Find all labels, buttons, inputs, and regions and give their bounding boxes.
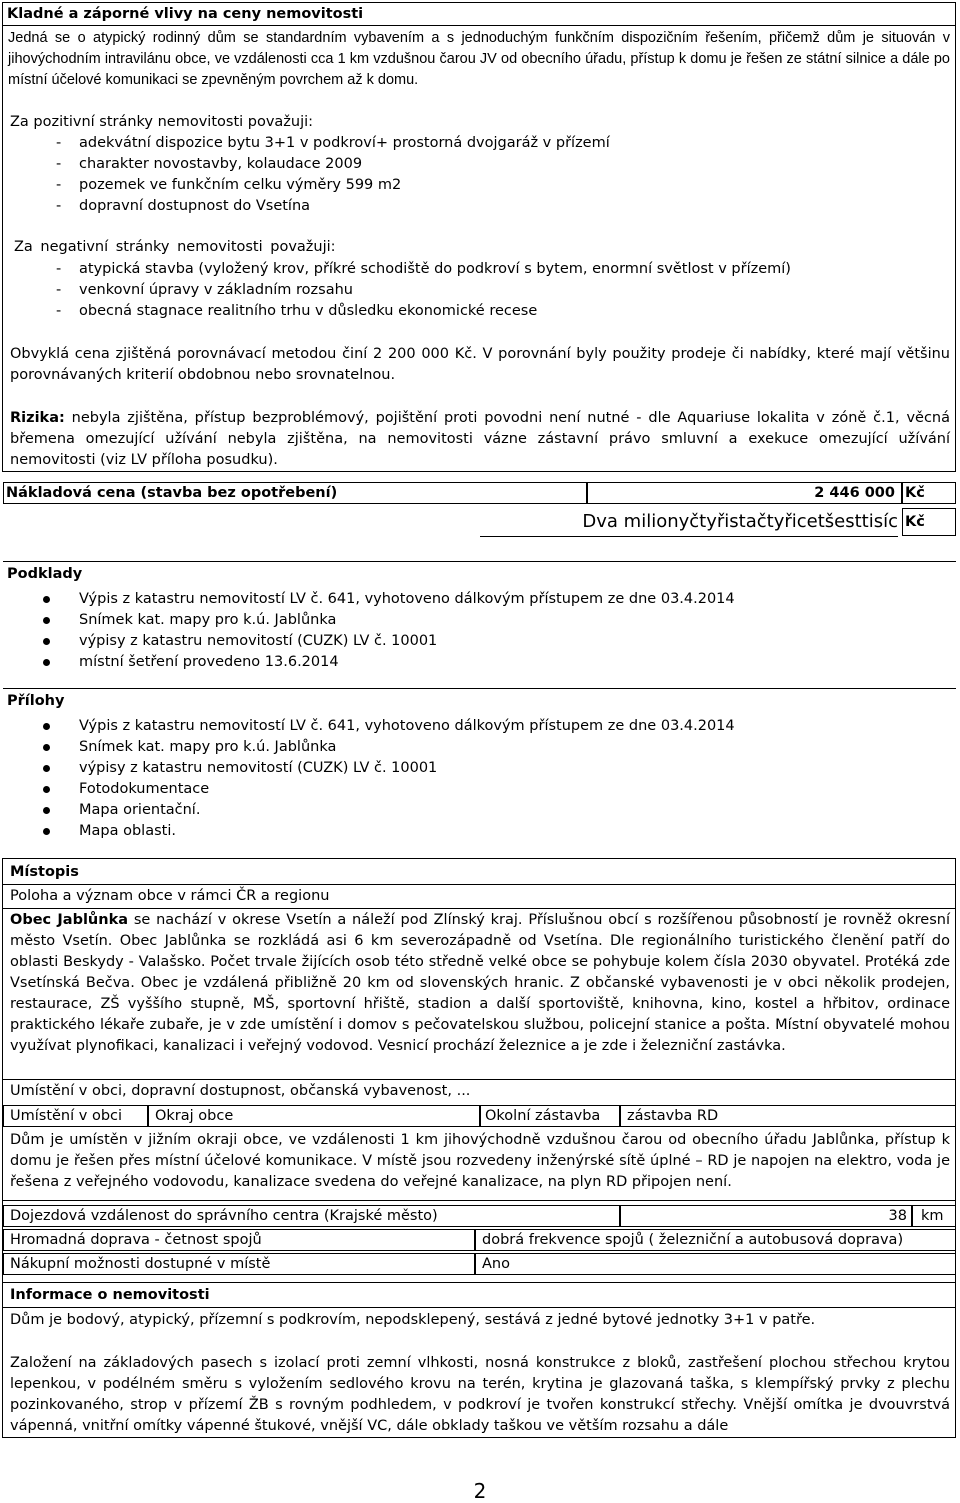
negative-list [0,259,940,322]
umisteni-cell-label: Umístění v obci [3,1105,148,1127]
zastavba-cell-label: Okolní zástavba [480,1105,620,1127]
positive-item: - dopravní dostupnost do Vsetína [0,196,940,217]
distance-unit: km [912,1205,956,1227]
podklady-rule [3,561,956,562]
mistopis-divider-2 [3,908,955,909]
obec-paragraph [10,910,950,1057]
influences-title: Kladné a záporné vlivy na ceny nemovitosti [3,3,955,25]
podklady-item: Výpis z katastru nemovitostí LV č. 641, vyhotoveno dálkovým přístupem ze dne 03.4.2014 [0,589,950,610]
risks-label: Rizika: [10,410,65,426]
informace-p1: Dům je bodový, atypický, přízemní s podkrovím, nepodsklepený, sestává z jedné bytové jednotky 3+1 v patře. [10,1312,816,1328]
transport-label: Hromadná doprava - četnost spojů [3,1229,475,1251]
cost-words: Dva milionyčtyřistačtyřicetšesttisíc [480,508,898,537]
prilohy-item: Snímek kat. mapy pro k.ú. Jablůnka [0,737,950,758]
podklady-item: místní šetření provedeno 13.6.2014 [0,652,950,673]
mistopis-divider-1 [3,884,955,885]
umisteni-heading: Umístění v obci, dopravní dostupnost, občanská vybavenost, ... [10,1083,471,1099]
positive-heading: Za pozitivní stránky nemovitosti považuji: [10,114,314,130]
prilohy-item: Fotodokumentace [0,779,950,800]
distance-value: 38 [620,1205,912,1227]
prilohy-title: Přílohy [3,690,956,712]
shopping-label: Nákupní možnosti dostupné v místě [3,1253,475,1275]
prilohy-item: Výpis z katastru nemovitostí LV č. 641, vyhotoveno dálkovým přístupem ze dne 03.4.2014 [0,716,950,737]
price-text: Obvyklá cena zjištěná porovnávací metodou činí 2 200 000 Kč. V porovnání byly použity prodeje či nabídky, které mají většinu porovnávaných kriterií obdobnou nebo srovnatelnou. [10,346,950,383]
negative-item: - obecná stagnace realitního trhu v důsledku ekonomické recese [0,301,940,322]
influences-intro: Jedná se o atypický rodinný dům se standardním vybavením a s jednoduchým funkčním dispozičním řešením, přičemž dům je situován v jihovýchodním intravilánu obce, ve vzdálenosti cca 1 km vzdušnou čarou JV od obecního úřadu, přístup k domu je řešen ze státní silnice a dále po místní účelové komunikaci se zpevněným povrchem až k domu. [8,30,950,88]
positive-item: - adekvátní dispozice bytu 3+1 v podkroví+ prostorná dvojgaráž v přízemí [0,133,940,154]
prilohy-rule [3,688,956,689]
mistopis-divider-4 [3,1200,955,1201]
podklady-item: výpisy z katastru nemovitostí (CUZK) LV č. 10001 [0,631,950,652]
umisteni-cell-value: Okraj obce [148,1105,480,1127]
positive-item: - charakter novostavby, kolaudace 2009 [0,154,940,175]
obec-text: se nachází v okrese Vsetín a náleží pod Zlínský kraj. Příslušnou obcí s rozšířenou působností je rovněž okresní město Vsetín. Obec Jablůnka se rozkládá asi 6 km severozápadně od Vsetína. Dle regionálního turistického členění patří do oblasti Beskydy - Valašsko. Počet trvale žijících osob této středně velké obce se pohybuje kolem čísla 2030 obyvatel. Protéká zde Vsetínská Bečva. Obec je vzdálená přibližně 20 km od slovenských hranic. Z občanské vybavenosti je v obci několik prodejen, restaurace, ZŠ vyššího stupně, MŠ, sportovní hřiště, stadion a další sportoviště, knihovna, kino, kostel a hřbitov, ordinace praktického lékaře zubaře, je v zde umístění i domov s pečovatelskou službou, policejní stanice a pošta. Místní obyvatelé mohou využívat plynofikaci, kanalizaci i veřejný vodovod. Vesnicí prochází železnice a je zde i železniční zastávka. [10,912,950,1054]
informace-title: Informace o nemovitosti [10,1287,210,1303]
risks-text [10,408,950,471]
positive-item: - pozemek ve funkčním celku výměry 599 m2 [0,175,940,196]
podklady-title: Podklady [3,563,956,585]
prilohy-item: Mapa oblasti. [0,821,950,842]
distance-label: Dojezdová vzdálenost do správního centra (Krajské město) [3,1205,620,1227]
cost-label: Nákladová cena (stavba bez opotřebení) [3,482,587,504]
cost-currency-2: Kč [902,508,956,536]
zastavba-cell-value: zástavba RD [620,1105,956,1127]
cost-value: 2 446 000 [587,482,902,504]
podklady-item: Snímek kat. mapy pro k.ú. Jablůnka [0,610,950,631]
influences-divider [3,25,955,26]
negative-item: - atypická stavba (vyložený krov, příkré schodiště do podkroví s bytem, enormní světlost v přízemí) [0,259,940,280]
negative-heading: Za negativní stránky nemovitosti považuji: [14,239,336,255]
page-number: 2 [473,1479,487,1503]
negative-item: - venkovní úpravy v základním rozsahu [0,280,940,301]
risks-body: nebyla zjištěna, přístup bezproblémový, pojištění proti povodni není nutné - dle Aquariuse lokalita v zóně č.1, věcná břemena omezující užívání nebyla zjištěna, na nemovitosti vázne zástavní právo smluvní a exekuce omezující užívání nemovitosti (viz LV příloha posudku). [10,410,950,468]
mistopis-divider-6 [3,1307,955,1308]
prilohy-item: Mapa orientační. [0,800,950,821]
mistopis-subtitle: Poloha a význam obce v rámci ČR a regionu [10,888,330,904]
positive-list [0,133,940,217]
transport-value: dobrá frekvence spojů ( železniční a autobusová doprava) [475,1229,956,1251]
shopping-value: Ano [475,1253,956,1275]
umisteni-text: Dům je umístěn v jižním okraji obce, ve vzdálenosti 1 km jihovýchodně vzdušnou čarou od obecního úřadu Jablůnka, přístup k domu je řešen přes místní účelové komunikace. V místě jsou rozvedeny inženýrské sítě úplné – RD je napojen na elektro, voda je řešena z veřejného vodovodu, kanalizace svedena do veřejné kanalizace, na plyn RD připojen není. [10,1132,950,1190]
informace-p2: Založení na základových pasech s izolací proti zemní vlhkosti, nosná konstrukce z bloků, zastřešení plochou střechou krytou lepenkou, v podélném směru s vyložením sedlového krovu na terén, krytina je glazovaná taška, s klempířský prvky z plechu pozinkovaného, strop v přízemí ŽB s rovným podhledem, v podkroví je tvořen konstrukcí střechy. Vnější omítka je dvouvrstvá vápenná, vnitřní omítky vápenné štukové, vnější VC, dále obklady taškou ve větším rozsahu a dále [10,1355,950,1434]
podklady-list [0,589,950,673]
prilohy-list [0,716,950,842]
prilohy-item: výpisy z katastru nemovitostí (CUZK) LV č. 10001 [0,758,950,779]
mistopis-title: Místopis [10,864,79,880]
mistopis-divider-3 [3,1079,955,1080]
cost-currency: Kč [902,482,956,504]
mistopis-divider-5 [3,1282,955,1283]
obec-label: Obec Jablůnka [10,912,128,928]
